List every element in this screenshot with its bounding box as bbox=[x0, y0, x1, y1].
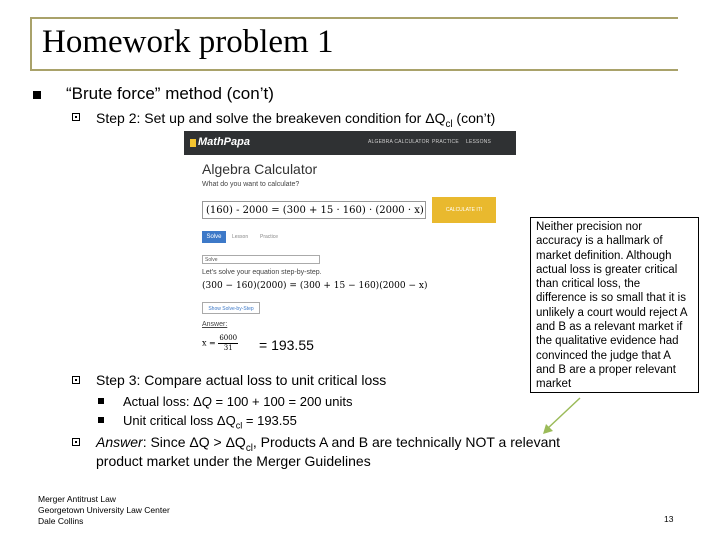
nav-practice: PRACTICE bbox=[432, 139, 459, 145]
callout-line: actual loss is greater critical bbox=[536, 263, 678, 276]
footer-line: Merger Antitrust Law bbox=[38, 494, 116, 504]
nav-lessons: LESSONS bbox=[466, 139, 492, 145]
actual-loss-text: Actual loss: ΔQ = 100 + 100 = 200 units bbox=[123, 394, 353, 409]
solve-select: Solve bbox=[202, 255, 320, 264]
calculate-button: CALCULATE IT! bbox=[432, 197, 496, 223]
callout-line: Neither precision nor bbox=[536, 221, 643, 233]
footer bbox=[38, 494, 170, 527]
callout-line: market definition. Although bbox=[536, 249, 672, 262]
answer-line-2: product market under the Merger Guidelines bbox=[96, 453, 371, 469]
tab-practice: Practice bbox=[260, 234, 279, 240]
show-steps-button: Show Solve-by-Step bbox=[202, 302, 260, 314]
equation-display: (300 − 160)(2000) = (300 + 15 − 160)(2000 − x) bbox=[202, 281, 428, 291]
callout-line: than critical loss, the bbox=[536, 278, 641, 291]
callout-line: accuracy is a hallmark of bbox=[536, 235, 663, 248]
callout-line: convinced the judge that A bbox=[536, 349, 671, 362]
footer-line: Dale Collins bbox=[38, 516, 84, 526]
callout-line: unlikely a court would reject A bbox=[536, 306, 688, 319]
critical-loss-text: Unit critical loss $\Delta Q_{cl} = 193.55$ bbox=[123, 413, 297, 431]
equation-input: (160) - 2000 = (300 + 15 · 160) · (2000 · x) bbox=[202, 201, 426, 219]
answer-line-1: Answer: Since $\Delta Q > \Delta Q_{cl}$, Products A and B are technically NOT a relevant bbox=[96, 434, 561, 454]
callout-line: difference is so small that it is bbox=[536, 292, 686, 305]
equation-result: = 193.55 bbox=[259, 337, 314, 353]
step3-text: Step 3: Compare actual loss to unit critical loss bbox=[96, 372, 387, 388]
mathpapa-logo: MathPapa bbox=[198, 136, 250, 148]
callout-line: and B as a relevant market if bbox=[536, 321, 683, 334]
callout-line: market bbox=[536, 378, 572, 391]
tab-solve: Solve bbox=[202, 231, 226, 243]
step2-text: Step 2: Set up and solve the breakeven condition for $\Delta Q_{cl}$ (con’t) bbox=[96, 110, 496, 130]
bullet-brute-force: “Brute force” method (con’t) bbox=[66, 84, 274, 103]
callout-line: the qualitative evidence had bbox=[536, 335, 679, 348]
explain-text: Let's solve your equation step-by-step. bbox=[202, 269, 322, 276]
page-number: 13 bbox=[664, 514, 674, 524]
slide-title: Homework problem 1 bbox=[42, 24, 334, 60]
callout-line: and B are a proper relevant bbox=[536, 363, 677, 376]
nav-algebra-calculator: ALGEBRA CALCULATOR bbox=[368, 139, 430, 145]
answer-fraction: x = $\frac{6000}{31}$ bbox=[202, 334, 238, 352]
footer-line: Georgetown University Law Center bbox=[38, 505, 170, 515]
mathpapa-question: What do you want to calculate? bbox=[202, 181, 300, 188]
mathpapa-heading: Algebra Calculator bbox=[202, 161, 318, 177]
arrow-shaft bbox=[547, 398, 580, 429]
answer-label: Answer: bbox=[202, 321, 228, 328]
tab-lesson: Lesson bbox=[232, 234, 249, 240]
